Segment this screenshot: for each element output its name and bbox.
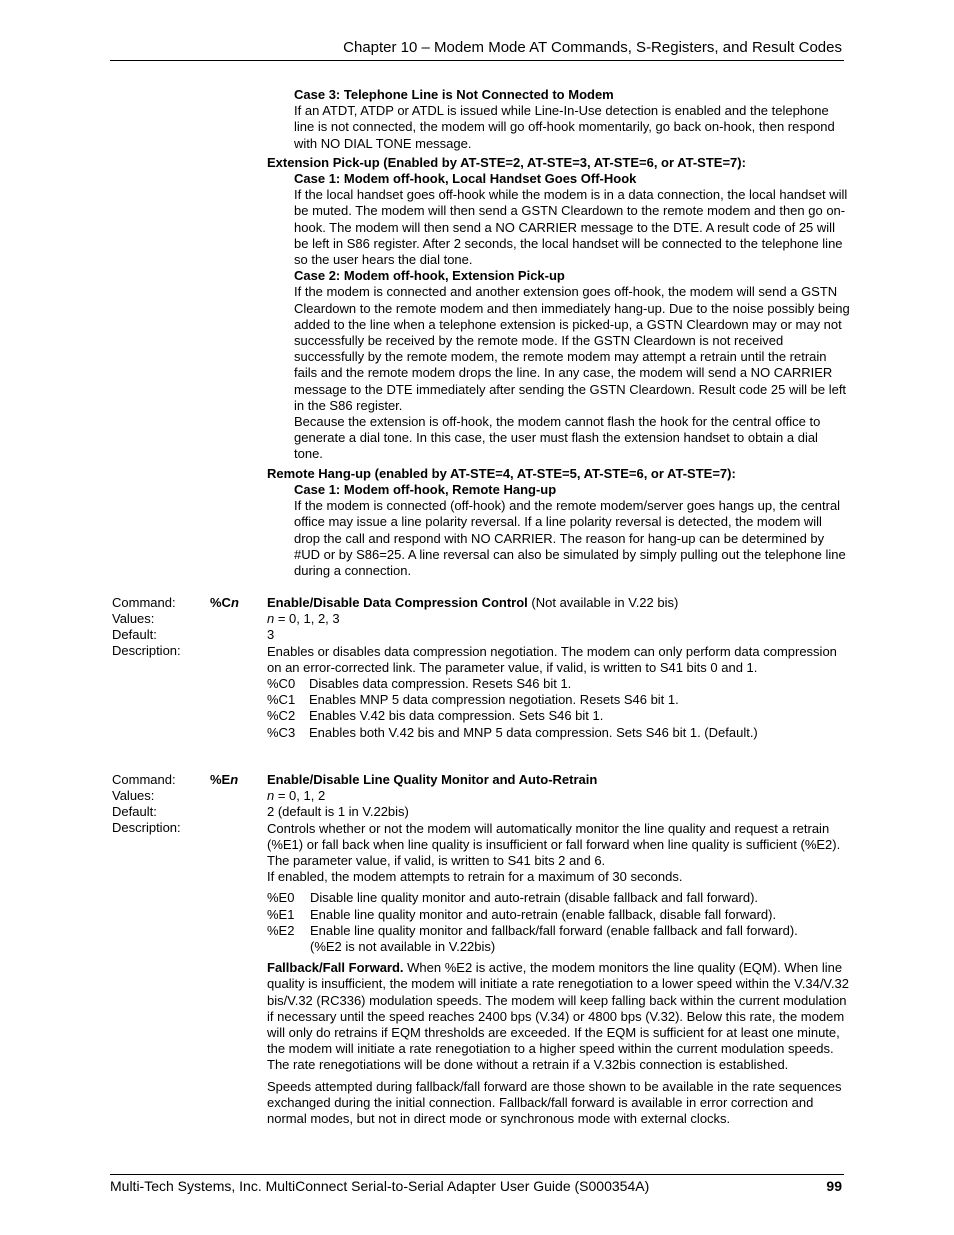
cmd-e-default: 2 (default is 1 in V.22bis) bbox=[267, 804, 409, 820]
case3-heading: Case 3: Telephone Line is Not Connected to Modem bbox=[294, 87, 614, 102]
cmd-e-option bbox=[267, 890, 850, 906]
option-text: Enable line quality monitor and fallback/fall forward (enable fallback and fall forward). bbox=[310, 922, 798, 938]
cmd-e-description: Controls whether or not the modem will automatically monitor the line quality and request a retrain (%E1) or fall back when line quality is insufficient or fall forward when line quality is sufficient (%E2). The parameter value, if valid, is written to S41 bits 2 and 6. bbox=[267, 820, 841, 869]
cmd-e-param: n bbox=[230, 772, 239, 787]
remote-case1-text: If the modem is connected (off-hook) and the remote modem/server goes hangs up, the central office may issue a line polarity reversal. If a line polarity reversal is detected, the modem will drop the call and respond with NO CARRIER. The reason for hang-up can be determined by #UD or by S86=25. A line reversal can also be simulated by simply pulling out the telephone line during a connection. bbox=[294, 498, 846, 579]
header-rule bbox=[110, 60, 844, 61]
option-code: %C3 bbox=[267, 724, 296, 740]
cmd-e-description2: If enabled, the modem attempts to retrain for a maximum of 30 seconds. bbox=[267, 869, 683, 885]
cmd-c-param: n bbox=[230, 595, 239, 610]
option-code: %C0 bbox=[267, 676, 296, 692]
option-code: %E0 bbox=[267, 890, 295, 906]
cmd-c-option bbox=[267, 725, 850, 741]
cmd-e-title: Enable/Disable Line Quality Monitor and Auto-Retrain bbox=[267, 772, 598, 787]
label-description-c: Description: bbox=[112, 643, 181, 658]
remote-heading bbox=[267, 466, 850, 482]
label-command-e: Command: bbox=[112, 772, 176, 787]
label-default-c: Default: bbox=[112, 627, 157, 642]
option-code: %C2 bbox=[267, 708, 296, 724]
cmd-c-values-rest: = 0, 1, 2, 3 bbox=[274, 611, 340, 627]
ext-case2-heading: Case 2: Modem off-hook, Extension Pick-up bbox=[294, 268, 565, 284]
option-code: %C1 bbox=[267, 692, 296, 708]
cmd-c-description: Enables or disables data compression negotiation. The modem can only perform data compression on an error-corrected link. The parameter value, if valid, is written to S41 bits 0 and 1. bbox=[267, 643, 837, 675]
speeds-paragraph: Speeds attempted during fallback/fall forward are those shown to be available in the rate sequences exchanged during the initial connection. Fallback/fall forward is available in error correction and normal modes, but not in direct mode or synchronous mode with external clocks. bbox=[267, 1078, 842, 1127]
cmd-c-title-note: (Not available in V.22 bis) bbox=[527, 595, 679, 610]
option-text: Enables V.42 bis data compression. Sets S46 bit 1. bbox=[309, 708, 604, 724]
extension-heading-text: Extension Pick-up (Enabled by AT-STE=2, AT-STE=3, AT-STE=6, or AT-STE=7): bbox=[267, 155, 746, 170]
cmd-e-option bbox=[267, 923, 850, 939]
cmd-c-option bbox=[267, 692, 850, 708]
page-number: 99 bbox=[826, 1178, 842, 1194]
label-values-c: Values: bbox=[112, 611, 155, 626]
cmd-c-values bbox=[267, 611, 850, 627]
cmd-e-values-rest: = 0, 1, 2 bbox=[274, 788, 326, 804]
option-text: Enable line quality monitor and auto-retrain (enable fallback, disable fall forward). bbox=[310, 906, 777, 922]
footer-rule bbox=[110, 1174, 844, 1175]
extension-cases bbox=[294, 171, 850, 463]
remote-case1 bbox=[294, 482, 850, 579]
cmd-c-prefix: %C bbox=[210, 595, 231, 610]
cmd-e-body bbox=[267, 772, 850, 1127]
ext-case2-text: If the modem is connected and another extension goes off-hook, the modem will send a GSTN Cleardown to the remote modem and then immediately hang-up. Due to the noise possibly being added to the line when a telephone extension is picked-up, a GSTN Cleardown may or may not successfully be received by the remote mode. If the GSTN Cleardown is not received successfully by the remote modem, the remote modem may attempt a retrain until the retrain fails and the remote modem drops the line. In any case, the modem will send a NO CARRIER message to the DTE immediately after sending the GSTN Cleardown. Result code 25 will be left in the S86 register. bbox=[294, 284, 850, 413]
fallback-paragraph bbox=[267, 960, 850, 1073]
cmd-c-option bbox=[267, 708, 850, 724]
option-text: Enables MNP 5 data compression negotiation. Resets S46 bit 1. bbox=[309, 692, 679, 708]
cmd-c-title: Enable/Disable Data Compression Control bbox=[267, 595, 528, 610]
label-description-e: Description: bbox=[112, 820, 181, 835]
chapter-header: Chapter 10 – Modem Mode AT Commands, S-Registers, and Result Codes bbox=[343, 39, 842, 56]
cmd-e-values-param: n bbox=[267, 788, 275, 804]
cmd-c-title-line bbox=[267, 595, 850, 611]
cmd-e-values bbox=[267, 788, 850, 804]
option-code: %E2 bbox=[267, 922, 295, 938]
fallback-heading: Fallback/Fall Forward. bbox=[267, 960, 404, 976]
cmd-c-option bbox=[267, 676, 850, 692]
remote-heading-text: Remote Hang-up (enabled by AT-STE=4, AT-STE=5, AT-STE=6, or AT-STE=7): bbox=[267, 466, 736, 481]
case3-section bbox=[294, 87, 850, 152]
label-command-c: Command: bbox=[112, 595, 176, 610]
option-text: Disable line quality monitor and auto-retrain (disable fallback and fall forward). bbox=[310, 890, 759, 906]
cmd-e-prefix: %E bbox=[210, 772, 231, 787]
ext-case1-text: If the local handset goes off-hook while the modem is in a data connection, the local handset will be muted. The modem will then send a GSTN Cleardown to the remote modem and then go on-hook. The modem will then send a NO CARRIER message to the DTE. A result code of 25 will be left in S86 register. After 2 seconds, the local handset will be connected to the telephone line so the user hears the dial tone. bbox=[294, 187, 848, 268]
option-text: Enables both V.42 bis and MNP 5 data compression. Sets S46 bit 1. (Default.) bbox=[309, 724, 758, 740]
cmd-e-option bbox=[267, 907, 850, 923]
case3-text: If an ATDT, ATDP or ATDL is issued while Line-In-Use detection is enabled and the telephone line is not connected, the modem will go off-hook momentarily, go back on-hook, then respond with NO DIAL TONE message. bbox=[294, 103, 835, 151]
remote-case1-heading: Case 1: Modem off-hook, Remote Hang-up bbox=[294, 482, 557, 497]
option-code: %E1 bbox=[267, 906, 295, 922]
fallback-text: When %E2 is active, the modem monitors the line quality (EQM). When line quality is insufficient, the modem will initiate a rate renegotiation to a lower speed within the V.34/V.32 bis/V.32 (RC336) modulation speeds. The modem will keep falling back within the current modulation if necessary until the speed reaches 2400 bps (V.34) or 4800 bps (V.32). Below this rate, the modem will only do retrains if EQM thresholds are exceeded. If the EQM is sufficient for at least one minute, the modem will initiate a rate renegotiation to a higher speed within the current modulation speeds. The rate renegotiations will be done without a retrain if a V.32bis connection is established. bbox=[267, 960, 849, 1073]
ext-case2-text2: Because the extension is off-hook, the modem cannot flash the hook for the central office to generate a dial tone. In this case, the user must flash the extension handset to obtain a dial tone. bbox=[294, 414, 821, 462]
command-name-c bbox=[210, 595, 239, 611]
label-default-e: Default: bbox=[112, 804, 157, 819]
ext-case1-heading: Case 1: Modem off-hook, Local Handset Goes Off-Hook bbox=[294, 171, 637, 186]
command-name-e bbox=[210, 772, 238, 788]
footer-text: Multi-Tech Systems, Inc. MultiConnect Serial-to-Serial Adapter User Guide (S000354A) bbox=[110, 1178, 650, 1194]
option-text: Disables data compression. Resets S46 bit 1. bbox=[309, 676, 572, 692]
cmd-c-body bbox=[267, 595, 850, 741]
label-values-e: Values: bbox=[112, 788, 155, 803]
cmd-c-default: 3 bbox=[267, 627, 275, 643]
cmd-e-option-note: (%E2 is not available in V.22bis) bbox=[310, 939, 496, 955]
cmd-c-values-param: n bbox=[267, 611, 275, 627]
extension-heading bbox=[267, 155, 850, 171]
